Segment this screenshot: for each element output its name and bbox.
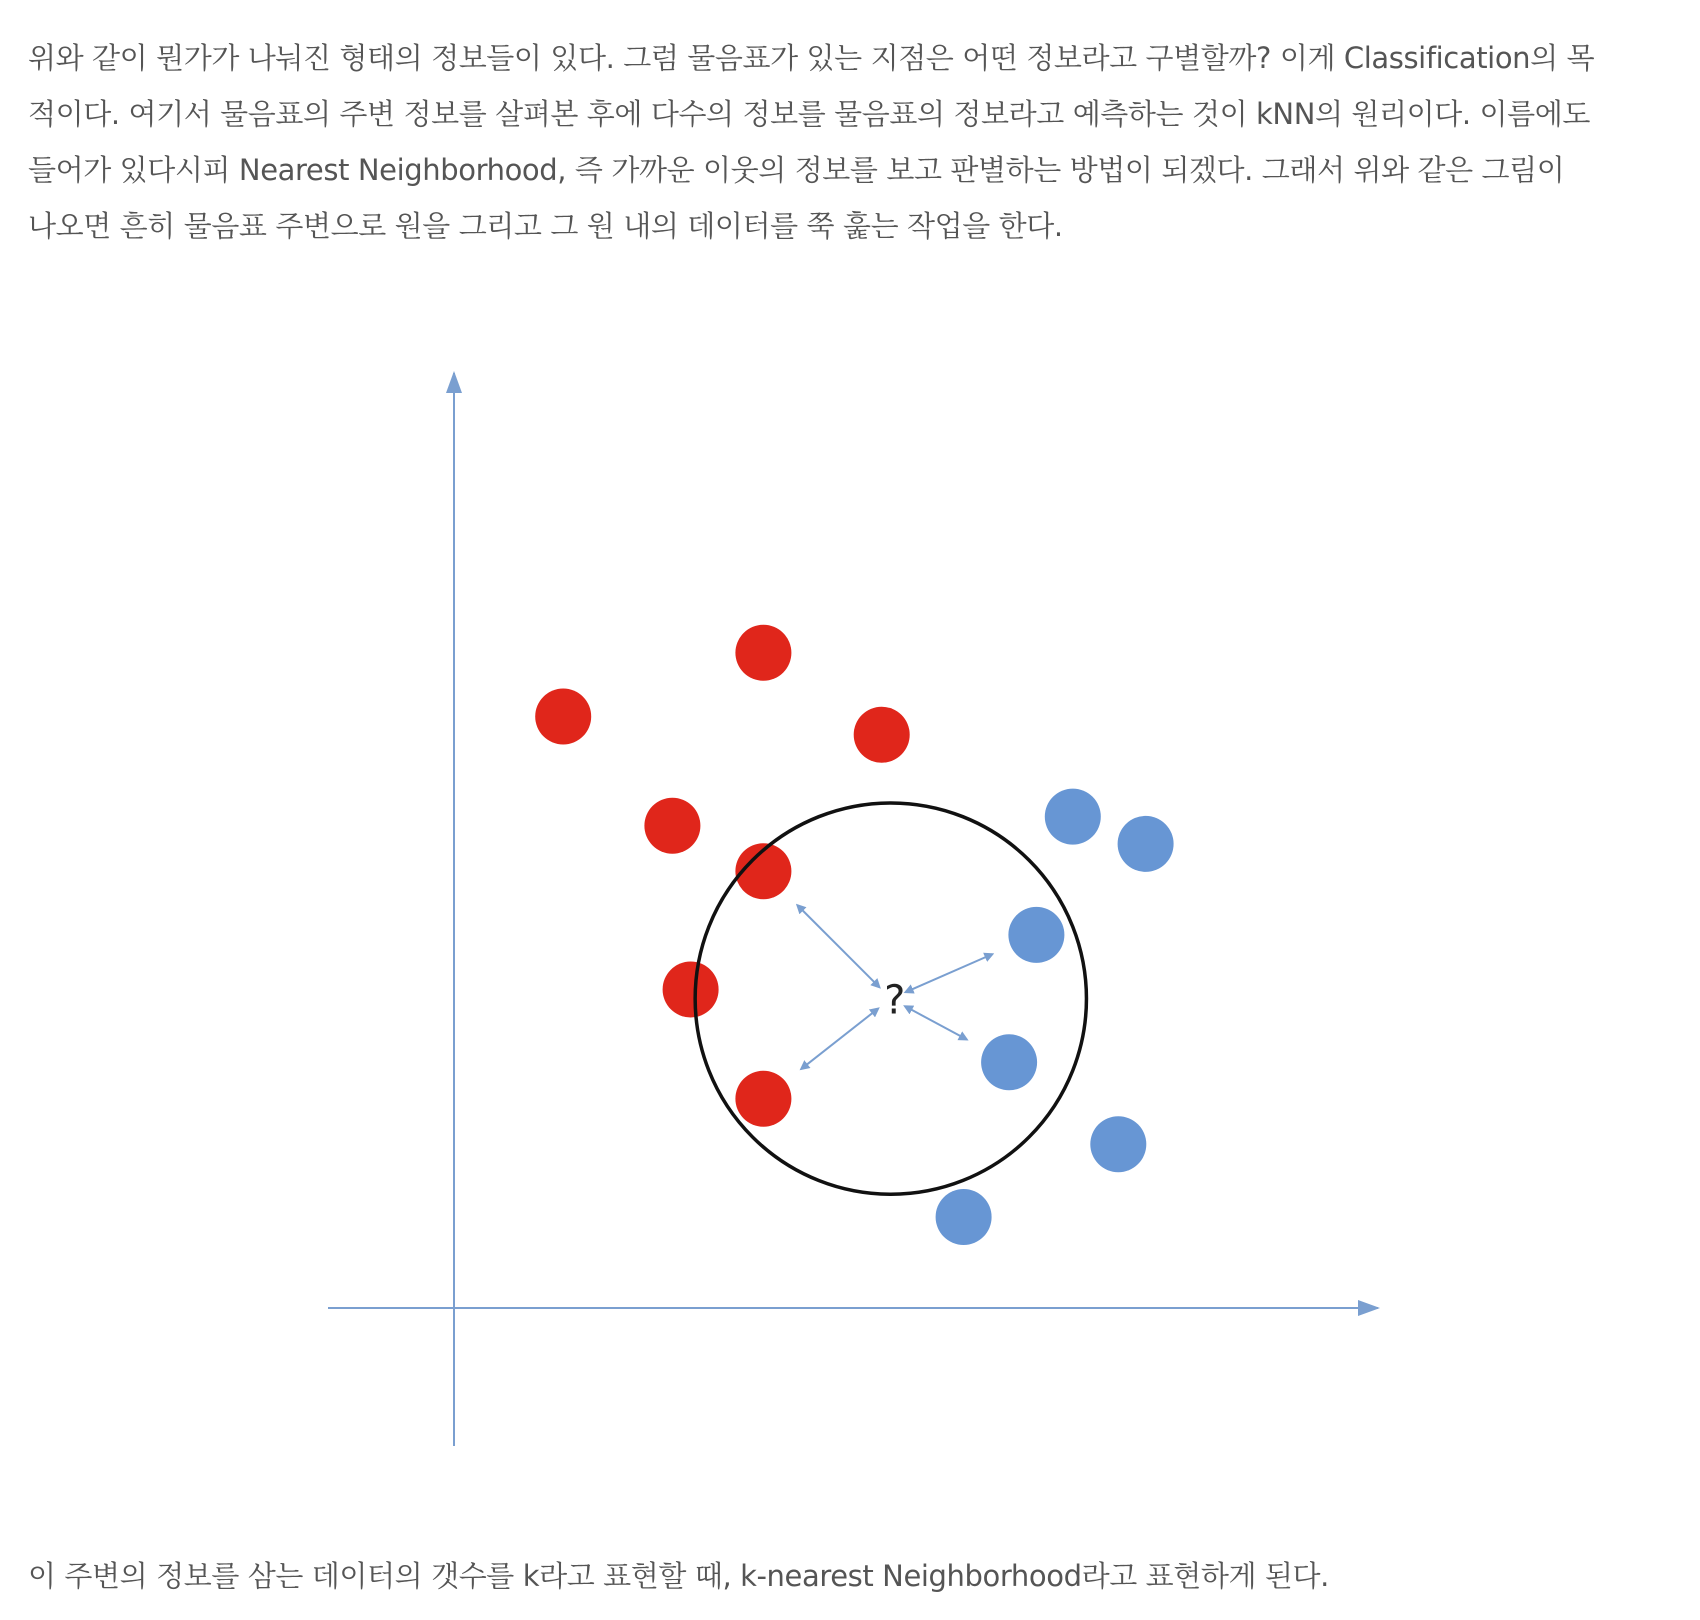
blue-data-point (1090, 1116, 1146, 1172)
neighbor-distance-arrow (797, 905, 875, 983)
red-data-point (735, 1071, 791, 1127)
red-data-point (535, 689, 591, 745)
blue-data-point (981, 1034, 1037, 1090)
red-data-point (663, 962, 719, 1018)
red-data-point (735, 625, 791, 681)
intro-paragraph (28, 30, 1678, 254)
knn-diagram (0, 330, 1700, 1470)
blue-data-point (1008, 907, 1064, 963)
outro-line: 이 주변의 정보를 삼는 데이터의 갯수를 k라고 표현할 때, k-nearest Neighborhood라고 표현하게 된다. (28, 1559, 1329, 1593)
query-point-label: ? (884, 977, 906, 1024)
intro-line: 위와 같이 뭔가가 나눠진 형태의 정보들이 있다. 그럼 물음표가 있는 지점은 어떤 정보라고 구별할까? 이게 Classification의 목 (28, 41, 1595, 75)
red-data-point (644, 798, 700, 854)
intro-line: 적이다. 여기서 물음표의 주변 정보를 살펴본 후에 다수의 정보를 물음표의 정보라고 예측하는 것이 kNN의 원리이다. 이름에도 (28, 97, 1590, 131)
red-data-point (854, 707, 910, 763)
neighbor-distance-arrow (911, 954, 992, 990)
outro-paragraph (28, 1548, 1678, 1604)
blue-data-point (1045, 789, 1101, 845)
neighbor-distance-arrow (910, 1009, 967, 1040)
intro-line: 나오면 흔히 물음표 주변으로 원을 그리고 그 원 내의 데이터를 쭉 훑는 작업을 한다. (28, 209, 1063, 243)
blue-data-point (936, 1189, 992, 1245)
neighbor-distance-arrow (801, 1012, 873, 1069)
data-points (535, 625, 1173, 1245)
intro-line: 들어가 있다시피 Nearest Neighborhood, 즉 가까운 이웃의 정보를 보고 판별하는 방법이 되겠다. 그래서 위와 같은 그림이 (28, 153, 1565, 187)
blue-data-point (1118, 816, 1174, 872)
